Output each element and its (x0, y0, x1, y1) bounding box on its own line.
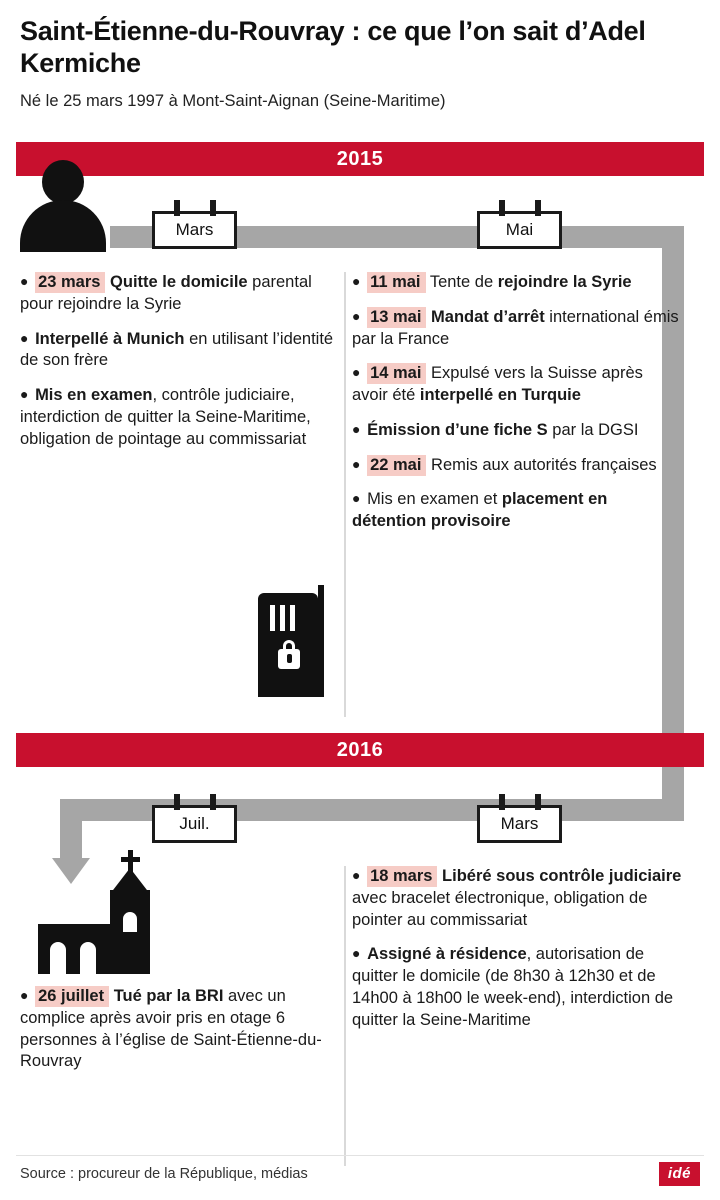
bullet-icon: ● (352, 455, 361, 472)
events-list-mars-2015 (20, 272, 340, 463)
event-item (20, 329, 340, 373)
event-body: Mis en examen et placement en détention provisoire (352, 490, 608, 531)
event-item (20, 986, 340, 1073)
event-text (352, 307, 682, 351)
event-body: Libéré sous contrôle judiciaire avec bracelet électronique, obligation de pointer au commissariat (352, 867, 682, 929)
bullet-icon: ● (352, 307, 361, 324)
events-list-juillet-2016 (20, 986, 340, 1086)
events-list-mai-2015 (352, 272, 682, 546)
event-date: 23 mars (35, 272, 105, 293)
calendar-rings-icon (155, 200, 234, 216)
event-text (352, 420, 682, 442)
event-item (352, 363, 682, 407)
event-text (352, 944, 686, 1031)
event-body: Interpellé à Munich en utilisant l’identité de son frère (20, 329, 334, 370)
event-body: Émission d’une fiche S par la DGSI (367, 420, 639, 439)
event-date: 22 mai (367, 455, 426, 476)
publisher-logo: idé (659, 1162, 700, 1186)
bullet-icon: ● (352, 867, 361, 883)
calendar-chip-mai-2015 (477, 211, 562, 249)
page-subtitle: Né le 25 mars 1997 à Mont-Saint-Aignan (Seine-Maritime) (20, 91, 446, 110)
event-body: Assigné à résidence, autorisation de quitter le domicile (de 8h30 à 12h30 et de 14h00 à 18h00 le week-end), interdiction de quitter la Seine-Maritime (352, 945, 674, 1029)
event-date: 18 mars (367, 866, 437, 887)
year-bar-2016: 2016 (16, 733, 704, 767)
calendar-chip-juillet-2016 (152, 805, 237, 843)
event-body: Tente de rejoindre la Syrie (429, 273, 632, 291)
event-item (352, 455, 682, 477)
calendar-label: Mai (505, 220, 534, 239)
bullet-icon: ● (20, 386, 29, 403)
event-date: 26 juillet (35, 986, 109, 1007)
event-date: 14 mai (367, 363, 426, 384)
event-body: Tué par la BRI avec un complice après avoir pris en otage 6 personnes à l’église de Saint-Étienne-du-Rouvray (20, 987, 322, 1071)
event-item (352, 420, 682, 442)
events-list-mars-2016 (352, 866, 686, 1044)
calendar-label: Mars (500, 814, 539, 833)
event-item (352, 489, 682, 533)
bullet-icon: ● (352, 945, 361, 962)
bullet-icon: ● (352, 364, 361, 381)
event-body: Mis en examen, contrôle judiciaire, interdiction de quitter la Seine-Maritime, obligation de pointage au commissariat (20, 386, 311, 448)
event-body: Expulsé vers la Suisse après avoir été interpellé en Turquie (352, 364, 643, 405)
event-text (20, 986, 340, 1073)
event-text (20, 272, 340, 316)
event-item (20, 272, 340, 316)
calendar-label: Mars (175, 220, 214, 239)
event-text (352, 489, 682, 533)
event-date: 11 mai (367, 272, 425, 293)
event-item (20, 385, 340, 450)
event-date: 13 mai (367, 307, 426, 328)
calendar-chip-mars-2015 (152, 211, 237, 249)
event-item (352, 866, 686, 931)
event-text (352, 272, 682, 294)
header (0, 0, 720, 111)
bullet-icon: ● (20, 329, 29, 346)
calendar-chip-mars-2016 (477, 805, 562, 843)
event-text (352, 455, 682, 477)
event-body: Remis aux autorités françaises (431, 455, 657, 474)
calendar-rings-icon (480, 200, 559, 216)
person-silhouette-icon (20, 160, 106, 252)
calendar-rings-icon (155, 794, 234, 810)
event-text (20, 329, 340, 373)
page-title: Saint-Étienne-du-Rouvray : ce que l’on sait d’Adel Kermiche (20, 16, 646, 78)
footer-divider (16, 1155, 704, 1156)
column-divider (344, 272, 346, 717)
bullet-icon: ● (20, 273, 29, 289)
year-bar-2015: 2015 (16, 142, 704, 176)
calendar-label: Juil. (179, 814, 210, 833)
event-item (352, 307, 682, 351)
source-note: Source : procureur de la République, médias (20, 1166, 308, 1182)
column-divider-2016 (344, 866, 346, 1166)
event-text (352, 363, 682, 407)
event-body: Mandat d’arrêt international émis par la France (352, 307, 679, 348)
prison-door-lock-icon (258, 585, 324, 697)
calendar-rings-icon (480, 794, 559, 810)
bullet-icon: ● (352, 273, 361, 289)
bullet-icon: ● (352, 420, 361, 437)
person-body (20, 200, 106, 252)
bullet-icon: ● (20, 987, 29, 1003)
event-item (352, 944, 686, 1031)
bullet-icon: ● (352, 490, 361, 507)
person-head (42, 160, 84, 204)
event-text (352, 866, 686, 931)
event-body: Quitte le domicile parental pour rejoindre la Syrie (20, 273, 312, 313)
event-item (352, 272, 682, 294)
church-icon (38, 872, 170, 974)
timeline-connector-left (60, 799, 82, 863)
event-text (20, 385, 340, 450)
